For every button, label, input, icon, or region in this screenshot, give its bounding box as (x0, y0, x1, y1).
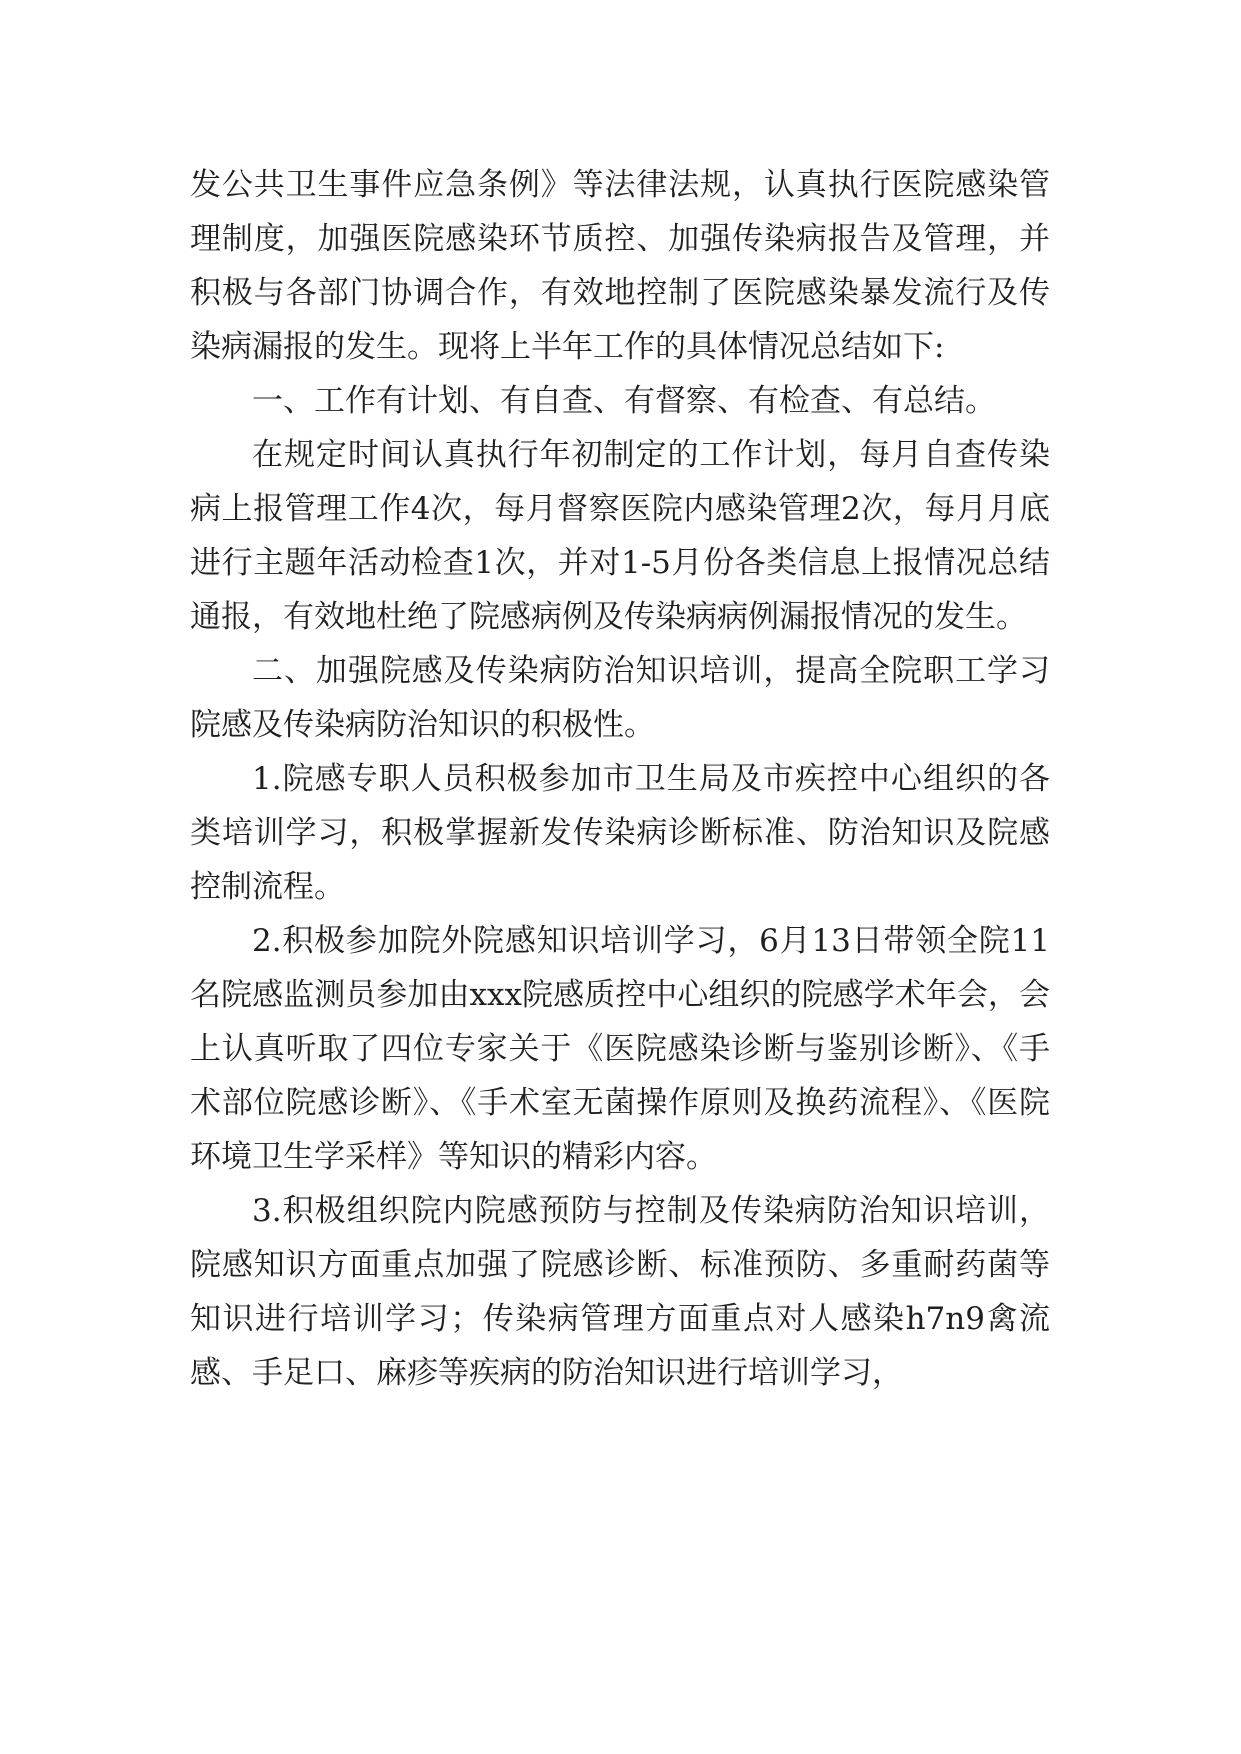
paragraph-section-1: 在规定时间认真执行年初制定的工作计划，每月自查传染病上报管理工作4次，每月督察医院内感染管理2次，每月月底进行主题年活动检查1次，并对1-5月份各类信息上报情况总结通报，有效地杜绝了院感病例及传染病病例漏报情况的发生。 (190, 437, 1050, 635)
list-item-3: 3.积极组织院内院感预防与控制及传染病防治知识培训，院感知识方面重点加强了院感诊断、标准预防、多重耐药菌等知识进行培训学习；传染病管理方面重点对人感染h7n9禽流感、手足口、麻疹等疾病的防治知识进行培训学习， (190, 1193, 1050, 1391)
list-item-2: 2.积极参加院外院感知识培训学习，6月13日带领全院11名院感监测员参加由xxx院感质控中心组织的院感学术年会，会上认真听取了四位专家关于《医院感染诊断与鉴别诊断》、《手术部位院感诊断》、《手术室无菌操作原则及换药流程》、《医院环境卫生学采样》等知识的精彩内容。 (190, 923, 1050, 1175)
section-heading-2: 二、加强院感及传染病防治知识培训，提高全院职工学习院感及传染病防治知识的积极性。 (190, 653, 1050, 743)
list-item-1: 1.院感专职人员积极参加市卫生局及市疾控中心组织的各类培训学习，积极掌握新发传染病诊断标准、防治知识及院感控制流程。 (190, 761, 1050, 905)
section-heading-1: 一、工作有计划、有自查、有督察、有检查、有总结。 (252, 383, 996, 419)
document-body (190, 158, 1050, 1400)
paragraph-intro-continuation: 发公共卫生事件应急条例》等法律法规，认真执行医院感染管理制度，加强医院感染环节质控、加强传染病报告及管理，并积极与各部门协调合作，有效地控制了医院感染暴发流行及传染病漏报的发生。现将上半年工作的具体情况总结如下: (190, 167, 1050, 365)
